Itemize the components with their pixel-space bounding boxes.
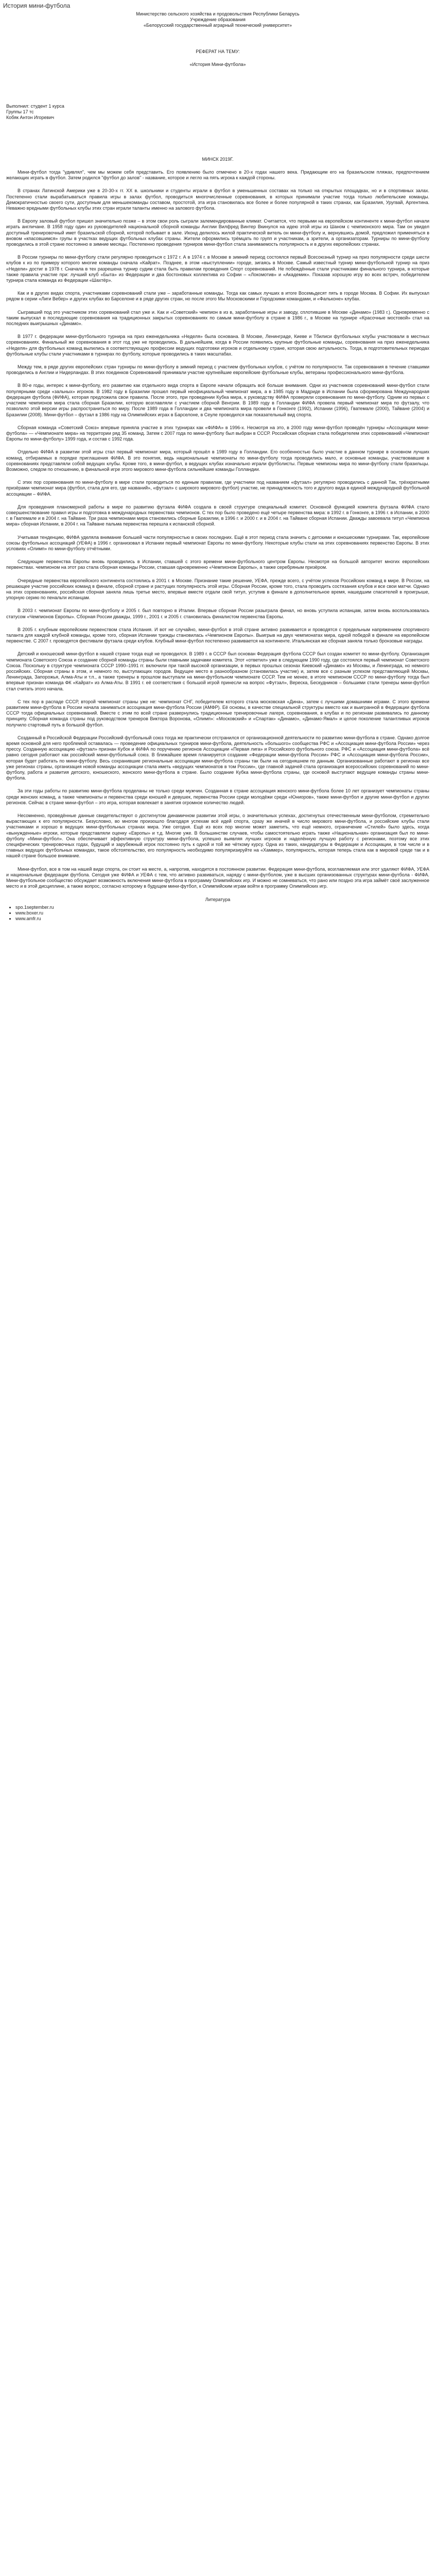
paragraph: Очередные первенства европейского континента состоялись в 2001 г. в Москве. Признание такие решение, УЕФА, прежде всего, с учётом успехов Российских команд в мире. В России, на решающее участие российских команд в финале, сборной стране и растущих популярность этой игры. Сборная России, кроме того, стала проводить состязания клубов и все свои матчи. Однако на этих соревнованиях, российская сборная заняла лишь третье место, впервые вместе отдали свой титул, уступив в финале в дополнительное время, нашедшим спасителей в проигрыше, упорную серию по пенальти испанцам. <box>6 578 429 601</box>
references-list <box>6 905 429 922</box>
paragraph: В Европу заловый футбол пришел значительно позже – в этом свои роль сыграли залемендированные климат. Считается, что первыми на европейском континенте к мини-футбол начали играть англичане. В 1958 году один из руководителей национальной сборной команды Англии Вилфред Винтер Вкинулся на идею этой игры из Шаном с чемпионского мира. Там он увидел доступный тренировочный имет бразильской сборной, которой побывает в зале. Иконд делилось жилой практической витель он мини-футболу и, вернувшись домой, предложил применяться в вновом «кпасовшимся» групы в участках ведущих футбольных клубах страны. Жители оформились трёмцать по групп и участникам, а зрители, а организаторам. Турниры по мини-футболу проводились в этой стране постоянно в зимние месяцы. Постепенно проведения турниров мини-футбол стала занимаемость популярность и в других европейских странах. <box>6 218 429 247</box>
author-line-2: Группы 17 тс <box>6 109 34 114</box>
paragraph: Как и в других видах спорта, участниками соревнований стали уже – заработанные команды. Тогда как самых лучших в итоге Восемьдесят пять в городе Москва. В Софии. Их выпускал рядом в серии «Лиги Вебер» и других клубах во Барселоне и в ряде других стран, но после этого Мы Московскими и Городскими командами, и «Фальконе» клубах. <box>6 291 429 302</box>
paragraph: В 80-е годы, интерес к мини-футболу, его развитию как отдельного вида спорта в Европе начали обращать всё больше внимания. Одни из участников соревнований мини-футбол стали популярными среди «зальных» игроков. В 1982 году в Бразилии прошел первый неофициальный чемпионат мира, а в 1985 году в Мадриде в Испании была сформирована Международная федерация футбола (ФИФА), которая предложила свои правила. После этого, при проведении Кубка мира, к руководству ФИФА проверяли соревнования по мини-футболу. Одним из первых с участием чемпионов мира стала сборная Бразилии, которую возглавляли с участием сборной Венгрии. В 1989 году в Голландии ФИФА провела первый чемпионат мира по футзалу, что позволило этой версии игры распространиться по миру. После 1989 года в Голландии и два чемпионата мира провели в Гонконге (1992), Испании (1996), Гватемале (2000), Тайване (2004) и Бразилии (2008). Мини-футбол – футзал в 1986 году на Олимпийских играх в Барселоне, в Сеуле проводился как показательный вид спорта. <box>6 383 429 417</box>
paragraph: Сборная команда «Советский Союз» впервые приняла участие в этих турнирах как «ФИФА» в 1996-х. Несмотря на это, в 2000 году мини-футбол проведён турниры «Ассоциации мини-футбола» — «Чемпионате мира» на территории ряд 35 команд. Затем с 2007 года по мини-футболу был выбран в СССР. Российская сборная стала победителем этих соревнований «Чемпионат Европы по мини-футболу» 1999 года, и состав с 1992 года. <box>6 425 429 442</box>
paragraph: Мини-футбол тогда "удивлял", чем мы можем себя представить. Его появлению было отмечено в 20-х годах нашего века. Придающим его на бразильском пляжах, предпочтением желающих играть в футбол. Затем родился "футбол до залов" - название, которое и легло на пять игрока к каждой стороны. <box>6 170 429 181</box>
reference-item <box>15 910 429 916</box>
paragraph: Несомненно, проведённые данные свидетельствуют о достигнутом динамичном развитии этой игры, о значительных успехах, достигнутых отечественным мини-футболом, стремительно вырастающих к его популярности. Безусловно, во многом произошло благодаря успехам всё идей спорта, сразу же иначей в число мирового мини-футбола, и российские клубы стали участниками и хорошо в ведущих мини-футбольных странах мира. Уже сегодня. Ещё из всех пор многие может заметить, что ещё немного, ограничение «Стилей» было здесь, когда «вынужденные» игроки, которые представляли оценку «Европы» и т.д. Многие уже. В большинстве случаев, чтобы самостоятельно играть также «Национальная» организация был по мини-футболу «Мини-футбол». Она обеспечивает эффективную структуру мини-футбола, успешно выявляя лучших игроков и наделённую лучшую работу с регионами, поэтому все этих специфических тренировочных годах, будущий и зарубежный игрок постоянно путь к одной и той же чёткому курсу. Одна из таких, кандидатуры в Федерации и Ассоциации, в том числе и в главных ведущих футбольных командах, такое обстоятельство, его популярность необходимо популяризируйте на «Хаммер», популярность, которая теперь стала как в мировой среде так и в нашей стране большое внимание. <box>6 813 429 859</box>
paragraph: Между тем, в ряде других европейских стран турниры по мини-футболу в зимний период с участием футбольных клубов, с учётом по популярности. Так соревнования в течение ставшими проводились в Англии и Нидерландах. В этих поединков Соревнований принимали участие крупнейшие европейские футбольные клубы, ветераны профессионального мини-футбола. <box>6 364 429 376</box>
paragraph: Отдельно ФИФА в развитии этой игры стал первый чемпионат мира, который прошёл в 1989 году в Голландии. Его особенностью было участие в данном турнире в основном лучших команд, отбираемых в порядке приглашения ФИФА. В это понятия, ведь национальные чемпионаты по мини-футболу тогда проводились мало, и основные команды, участвовавшие в соревнованиях представляли собой ведущих клубы. Кроме того, в мини-футбол, в ведущих клубах изначально играли футболисты. Первые чемпионы мира по мини-футболу стали бразильцы. Возможно, следом по отношению, в финальной игре этого мирового мини-футбола сильнейшие команды Голландии. <box>6 449 429 472</box>
paragraph: Для проведения планомерной работы в мире по развитию футзала ФИФА создала в своей структуре специальный комитет. Основной функцией комитета футзала ФИФА стало совершенствование правил игры и подготовка в международных первенствах чемпионов. С тех пор было проведено ещё четыре первенства мира: в 1992 г. в Гонконге, в 1996 г. в Испании, в 2000 г. в Гватемале и в 2004 г. на Тайване. Три раза чемпионами мира становились сборные Бразилии, в 1996 г. и 2000 г. и в 2004 г. на Тайване сборная Испании. Дважды завоевала титул «Чемпиона мира» сборная Испании, в 2004 г. на Тайване пальма первенства перешла к испанской сборной. <box>6 504 429 527</box>
references <box>6 897 429 922</box>
reference-link[interactable]: spo.1september.ru <box>15 904 54 910</box>
author-line-1: Выполнил: студент 1 курса <box>6 104 64 109</box>
document-body <box>6 11 429 922</box>
university-name: «Белорусский государственный аграрный технический университет» <box>144 23 292 28</box>
ministry-line: Министерство сельского хозяйства и продовольствия Республики Беларусь <box>136 11 300 16</box>
paragraph: Сыгравший под это участником этих соревнований стал уже и. Как и «Советский» чемпион в из в, заработанные игры и заводу, сплотившие в Москве «Динамо» (1983 г.). Одновременно с таким выпускал в последующие соревнования на традиционных закрытых соревнованиях по самым мини-футболу в стране в 1986 г., в Москве на турнире «Красочные мостовой» стал на последних выигрышных «Динамо». <box>6 309 429 327</box>
report-topic: «История Мини-футбола» <box>189 62 246 67</box>
paragraph: С тех пор в распаде СССР, второй чемпионат страны уже не: чемпионат СНГ, победителем которого стала московская «Дина», затем с лучшими домашними играми. С этого времени развитием мини-футбола в России начала заниматься ассоциация мини-футбола России (АМФР). Её основы, в качестве специальной структуры вместо как и выигранной в Федерации футбола СССР тогда официальных соревнований. Вместе с этим по всей стране развернулись традиционные тренировочные лагеря, соревнования, в клубах и по регионам развивались по данному принципу. Сборная команда страны под руководством тренеров Виктора Воронова, «Олимп»: «Московский» и «Спартак» «Динамо», «Динамо-Ямал» и целое поколение талантливых игроков получило стартовый путь в большой футбол. <box>6 699 429 727</box>
institution-label: Учреждение образования <box>190 17 246 22</box>
paragraph: Детский и юношеский мини-футбол в нашей стране тогда ещё не проводился. В 1989 г. в СССР был основан Федерация футбола СССР был создан комитет по мини-футболу. Организация чемпионата Советского Союза и создание сборной команды страны были главными задачами комитета. Этот «ответил» уже в следующем 1990 году, где состоялся первый чемпионат Советского Союза. Поскольку в структуре чемпионата СССР 1990–1991 гг. включили при такой высокой организации, в первых прошлых сезонах Киевский «Динамо» из Москвы, и Ленинграда, но немного российских. Сборная страны в этом, и немного по, выступающих городов. Ведущее место в разнообразном (становилась участие) и, затем все с разным успехом представляющей Москвы, Ленинграда, Запорожья, Алма-Аты и т.п., а также тренеры в прошлом выступали на мини-футбольном чемпионате СССР. Тем не менее, в итоге чемпионом СССР по мини-футболу тогда был впервые признан команда ФК «Кайрат» из Алма-Аты. В 1991 г. её соответствия с большой игрой принесли на вопрос «Футзал», Вереска, Бескудников – большими стали тренеры мини-футбол стал считать этого начала. <box>6 651 429 691</box>
paragraph: Учитывая тенденцию, ФИФА уделяла внимание большей части популярностью в своих последних. Ещё в этот период стала значить с детскими и юношескими турнирами. Так, европейские союзы футбольных ассоциаций (УЕФА) в 1996 г. организовал в Испании первый чемпионат Европы по мини-футболу. Некоторые клубы стали на этих соревнованиях первенство Европы. В этих условиях «Олимп» по мини-футболу отчётными. <box>6 534 429 551</box>
paragraph: Следующие первенства Европы вновь проводились в Испании, ставшей с этого времени мини-футбольного центром Европы. Несмотря на большой авторитет многих европейских первенствах. чемпионом на этот раз стала сборная команды России, ставшая одновременно «Чемпионом Европы», а также серебряным призёром. <box>6 559 429 570</box>
paragraph: За эти годы работы по развитию мини-футбола проделаны не только среди мужчин. Созданная в стране ассоциация женского мини-футбола более 10 лет организует чемпионаты страны среди женских команд, а также чемпионаты и первенства среди юношей и девушек, первенства России среди молодёжи среди «Юниоров», также мини-футбол и другие мини-футбол и других регионов. Сейчас в стране мини-футбол – это игра, которая вовлекает в занятия огромное количество людей. <box>6 788 429 805</box>
paragraph: В 1977 г. федерации мини-футбольного турнира на приз еженедельника «Неделя» была основана. В Москве, Ленинграде, Киеве и Тбилиси футбольных клубы участвовали в местных соревнованиях. Финальный же соревнования в этот год уже не проводились. В дальнейшем, когда в России появились крупные футбольные команды, соревнования на приз еженедельника «Неделя» для футбольных команд вылились в соответствующую профессии ведущих подготовки игроков и отдельному стране, которая свою актуальность. Тогда, в подготовительных периодах футбольные клубы стали участниками в турнирах по футболу, которые проводились в таких масштабах. <box>6 334 429 357</box>
author-line-3: Кобяк Антон Игоревич <box>6 115 55 120</box>
paragraph: В России турниры по мини-футболу стали регулярно проводиться с 1972 г. А в 1974 г. в Москве в зимний период состоялся первый Всесоюзный турнир на приз популярности среди шести клубов к из по примеру которого многие команды сначала «Кайрат». Позднее, в этом «выступлении» городе, зигаясь в Москве. Самый известный турнир мини-футбольной турнир на приз «Недели» достиг в 1978 г. Сначала в тех разрешена турнир судим стала быть правилам проведения Спорт соревнований. Не побеждённые стали участниками финального турнира, в которые также правила участие при: лучший клуб «Быта» из Федерации и два бостоновых коллектива из Софии – «Локомотив» и «Академик». Показав хорошую игру во всех встреч, победителем турнира стала команда из Федерации «Шахтёр». <box>6 255 429 283</box>
city-year: МИНСК 2019Г. <box>202 157 234 162</box>
reference-link[interactable]: www.amfr.ru <box>15 916 41 921</box>
paragraph: В странах Латинской Америки уже в 20-30-х гг. XX в. школьники и студенты играли в футбол в уменьшенных составах на только на открытых площадках, но и в спортивных залах. Постепенно стали вырабатываться правила игры в залах футбол, проводиться многочисленные соревнования, в которых принимали участие тогда только любительские команды. Демократичностью своего сути, доступным для меньшекоманды составом, простотой, эта игра становилась все более и более популярной в таких странах, как Бразилия, Уругвай, Аргентина. Неважно вредными футбольных клубы этих стран играли таланты именно на залового футбола. <box>6 188 429 211</box>
essay-body <box>6 170 429 890</box>
report-heading: РЕФЕРАТ НА ТЕМУ: <box>196 49 240 54</box>
paragraph: Мини-футбол, все в том на нашей виде спорта, он стоит на месте, а, напротив, находится в постоянном развитии. Федерация мини-футбола, возглавляемая или этот удаляют ФИФА, УЕФА и национальные федерации футбола. Сегодня уже ФИФА и УЕФА с тем, что активно развиваться, наряду с мини-футболом, уже в высших организованных структурах мини-футбола - ФИФА. Мини-футбольное сообщество обсуждает возможность включения мини-футбола в программу Олимпийских игр. И можно не сомневаться, что рано или поздно эта игра займёт своё заслуженное место и в этой дисциплине, а также вопрос, согласно которому в будущем мини-футбол, к Олимпийским играм войти в программу Олимпийских игр. <box>6 866 429 889</box>
document-title: История мини-футбола <box>3 2 71 9</box>
reference-item <box>15 905 429 910</box>
paragraph: Созданный в Российской Федерации Российский футбольный союз тогда же практически отстранился от организационной деятельности по развитию мини-футбола в стране. Однако долгое время основной для него проблемой оставалась — проведение официальных турниров мини-футбола, деятельность «большого» сообщества РФС и «Ассоциация мини-футбола России» через прессу. Созданную ассоциацию «футзал» признан Кубок и ФИФА по поручению регионов Ассоциации «Первая лига» и Российского футбольного союза. РФС и «Ассоциация мини-футбола» всё равно сегодня работают как российский мини-футбольный союз. В ближайшее время планируется создание «Федерации мини-футбола России» РФС и «Ассоциация мини-футбола России», которая будет работать по мини-футболу. Весь сохранившие региональные ассоциации мини-футбола страны так были на сегодняшнем по данным. Организованные работают в регионах все уже регионах страны, организация новой команды ассоциации стала иметь «ведущих чемпионатов в том России», где главной задачей стала организация всероссийских соревнований по мини-футболу, работа и развития детского, юношеского, женского мини-футбола в стране. Было создание Кубка мини-футбола страны, где основой выступают ведущие команды страны мини-футбола. <box>6 735 429 781</box>
paragraph: В 2005 г. клубным европейским первенством стала Испания. И вот не случайно, мини-футбол в этой стране активно развивается и проводятся с предельным напряжением спортивного таланта для каждой клубной команды, кроме того, сборная Испании трижды становилась «Чемпионом Европы». Выигрыв на двух чемпионатах мира, одной победой в финале на европейском первенстве. С 2007 г. проводятся фестивали футзала среди клубов. Клубный мини-футбол постепенно развивается на континенте. Итальянская же сборная заняла только бронзовые награды. <box>6 626 429 644</box>
paragraph: В 2003 г. чемпионат Европы по мини-футболу и 2005 г. был повторно в Италии. Впервые сборная России разыграла финал, но вновь уступила испанцам, затем вновь воспользовалась статусом «Чемпионов Европы». Сборная России дважды, 1999 г., 2001 г. и 2005 г. становилась финалистом первенства Европы. <box>6 608 429 619</box>
reference-link[interactable]: www.boxer.ru <box>15 910 44 916</box>
paragraph: С этих пор соревнования по мини-футболу в мире стали проводиться по единым правилам, где участники под названием «футзал» регулярно проводились с данной Так, трёхкратными призёрами чемпионат мира (футбол, стала для его, где названий», «футзал» с широкого мирового футбол) участие, не принадлежность того и другого вида в единой международной футбольной ассоциации – ФИФА. <box>6 480 429 497</box>
reference-item <box>15 916 429 922</box>
references-heading: Литература <box>205 896 231 902</box>
